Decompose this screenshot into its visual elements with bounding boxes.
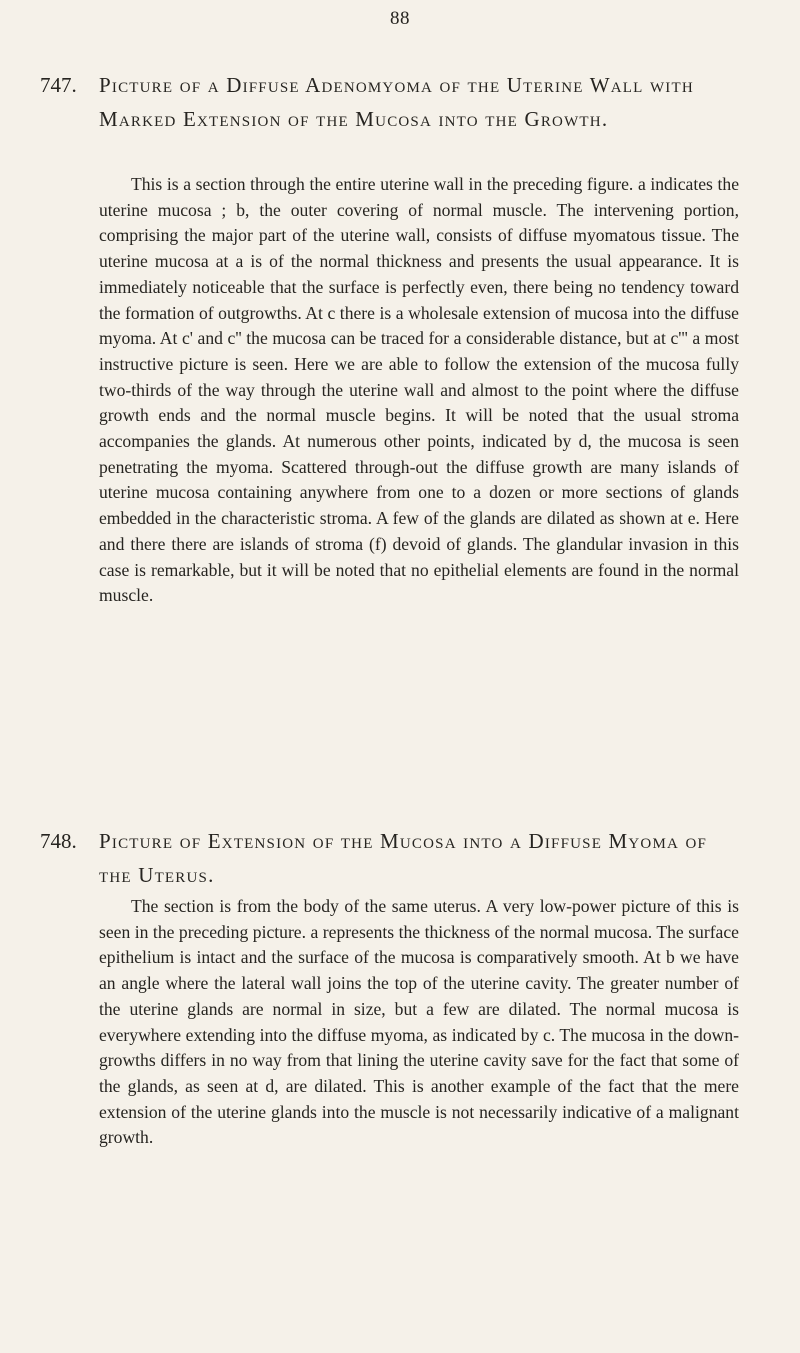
entry-number: 748. [40,829,77,853]
entry-body: This is a section through the entire uterine wall in the preceding figure. a indicates the uterine mucosa ; b, the outer covering of normal muscle. The intervening portion, comprising the major part of the uterine wall, consists of diffuse myomatous tissue. The uterine mucosa at a is of the normal thickness and presents the usual appearance. It is immediately noticeable that the surface is perfectly even, there being no tendency toward the formation of outgrowths. At c there is a wholesale extension of mucosa into the diffuse myoma. At c' and c'' the mucosa can be traced for a considerable distance, but at c''' a most instructive picture is seen. Here we are able to follow the extension of the mucosa fully two-thirds of the way through the uterine wall and almost to the point where the diffuse growth ends and the normal muscle begins. It will be noted that the usual stroma accompanies the glands. At numerous other points, indicated by d, the mucosa is seen penetrating the myoma. Scattered through-out the diffuse growth are many islands of uterine mucosa containing anywhere from one to a dozen or more sections of glands embedded in the characteristic stroma. A few of the glands are dilated as shown at e. Here and there there are islands of stroma (f) devoid of glands. The glandular invasion in this case is remarkable, but it will be noted that no epithelial elements are found in the normal muscle. [99,174,739,606]
entry-body: The section is from the body of the same uterus. A very low-power picture of this is seen in the preceding picture. a represents the thickness of the normal mucosa. The surface epithelium is intact and the surface of the mucosa is comparatively smooth. At b we have an angle where the lateral wall joins the top of the uterine cavity. The greater number of the uterine glands are normal in size, but a few are dilated. The normal mucosa is everywhere extending into the diffuse myoma, as indicated by c. The mucosa in the down-growths differs in no way from that lining the uterine cavity save for the fact that some of the glands, as seen at d, are dilated. This is another example of the fact that the mere extension of the uterine glands into the muscle is not necessarily indicative of a malignant growth. [99,896,739,1148]
entry-number: 747. [40,73,77,97]
entry-heading: Picture of a Diffuse Adenomyoma of the Uterine Wall with Marked Extension of the Mucosa into the Growth. [99,73,694,131]
entry-heading: Picture of Extension of the Mucosa into a Diffuse Myoma of the Uterus. [99,829,708,887]
page-number: 88 [390,8,410,29]
